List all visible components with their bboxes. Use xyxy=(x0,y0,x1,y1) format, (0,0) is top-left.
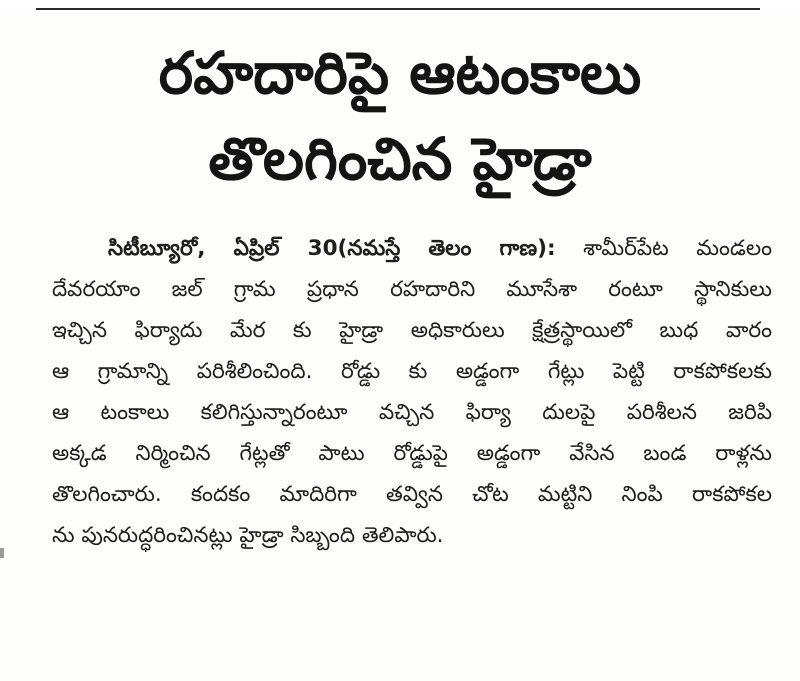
article-line-8: ను పునరుద్ధరించినట్లు హైడ్రా సిబ్బంది తెలిపారు. xyxy=(52,523,444,548)
article-line-5: ఆ టంకాలు కలిగిస్తున్నారంటూ వచ్చిన ఫిర్యా దులపై పరిశీలన జరిపి xyxy=(52,400,772,425)
article-line-4: ఆ గ్రామాన్ని పరిశీలించింది. రోడ్డు కు అడ్డంగా గేట్లు పెట్టి రాకపోకలకు xyxy=(52,359,772,384)
article-line-3: ఇచ్చిన ఫిర్యాదు మేర కు హైడ్రా అధికారులు క్షేత్రస్థాయిలో బుధ వారం xyxy=(52,318,772,343)
clipping-edge xyxy=(0,0,800,8)
article-line-2: దేవరయాం జల్ గ్రామ ప్రధాన రహదారిని మూసేశా రంటూ స్థానికులు xyxy=(52,277,772,302)
article-line-1-text: శామీర్‌పేట మండలం xyxy=(555,236,772,261)
article-line-1 xyxy=(52,228,772,269)
headline xyxy=(40,30,760,202)
article-line-6: అక్కడ నిర్మించిన గేట్లతో పాటు రోడ్డుపై అడ్డంగా వేసిన బండ రాళ్లను xyxy=(52,441,772,466)
headline-line-2: తొలగించిన హైడ్రా xyxy=(208,125,592,193)
top-divider xyxy=(36,8,760,10)
dateline: సిటీబ్యూరో, ఏప్రిల్ 30(నమస్తే తెలం గాణ): xyxy=(108,236,556,261)
margin-mark xyxy=(0,548,4,558)
article-line-7: తొలగించారు. కందకం మాదిరిగా తవ్విన చోట మట్టిని నింపి రాకపోకల xyxy=(52,482,772,507)
headline-line-1: రహదారిపై ఆటంకాలు xyxy=(158,39,642,107)
article-body xyxy=(52,228,772,556)
